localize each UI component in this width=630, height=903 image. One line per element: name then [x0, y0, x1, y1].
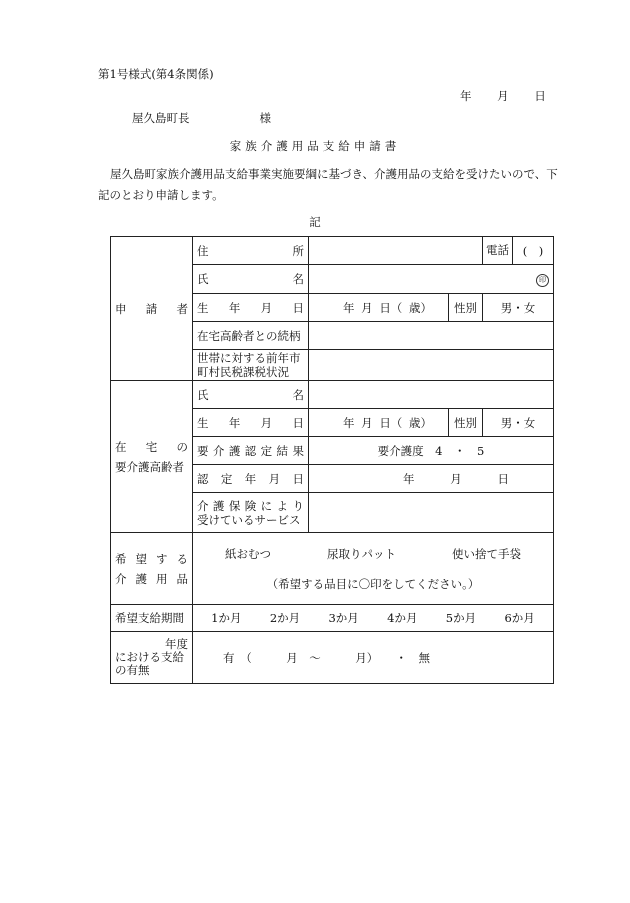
month-option-6[interactable]: 6か月 — [504, 611, 535, 625]
date-day: 日 — [534, 89, 546, 103]
form-number: 第1号様式(第4条関係) — [98, 67, 214, 81]
elder-birth-label: 生 年 月 日 — [193, 409, 309, 437]
period-field — [193, 605, 554, 632]
month-option-1[interactable]: 1か月 — [211, 611, 242, 625]
application-table — [110, 236, 554, 684]
elder-sex-label: 性別 — [449, 409, 483, 437]
elder-name-label: 氏 名 — [193, 381, 309, 409]
row-elder-name — [111, 381, 554, 409]
option-diapers[interactable]: 紙おむつ — [225, 546, 271, 561]
row-supplies — [111, 533, 554, 605]
address-field[interactable] — [309, 237, 483, 265]
tax-status-field[interactable] — [309, 350, 554, 381]
prior-field[interactable]: 有 （ 月 ～ 月） ・ 無 — [193, 632, 554, 684]
applicant-name-field[interactable] — [309, 265, 554, 294]
addressee-name: 屋久島町長 — [132, 111, 190, 125]
month-option-4[interactable]: 4か月 — [387, 611, 418, 625]
row-address — [111, 237, 554, 265]
month-option-3[interactable]: 3か月 — [328, 611, 359, 625]
intro-paragraph: 屋久島町家族介護用品支給事業実施要綱に基づき、介護用品の支給を受けたいので、下記のとおり申請します。 — [98, 167, 558, 202]
applicant-name-label: 氏 名 — [193, 265, 309, 294]
supplies-field — [193, 533, 554, 605]
phone-value: ( ) — [522, 243, 544, 258]
date-line — [460, 88, 568, 104]
service-field[interactable] — [309, 493, 554, 533]
month-option-5[interactable]: 5か月 — [445, 611, 477, 625]
elder-sex-field[interactable]: 男・女 — [483, 409, 554, 437]
relation-field[interactable] — [309, 322, 554, 350]
supplies-note: （希望する品目に〇印をしてください。） — [266, 576, 480, 591]
addressee — [132, 110, 271, 126]
cert-date-field[interactable]: 年 月 日 — [309, 465, 554, 493]
phone-cell[interactable] — [483, 237, 554, 265]
service-label: 介 護 保 険 に よ り 受けているサービス — [193, 493, 309, 533]
applicant-sex-label: 性別 — [449, 294, 483, 322]
applicant-birth-label: 生 年 月 日 — [193, 294, 309, 322]
ki-marker: 記 — [309, 215, 321, 229]
care-level-label: 要 介 護 認 定 結 果 — [193, 437, 309, 465]
option-urine-pads[interactable]: 尿取りパット — [327, 546, 396, 561]
date-year: 年 — [460, 89, 472, 103]
supplies-label: 希 望 す る 介 護 用 品 — [111, 533, 193, 605]
tax-status-label: 世帯に対する前年市 町村民税課税状況 — [193, 350, 309, 381]
month-option-2[interactable]: 2か月 — [269, 611, 301, 625]
applicant-birth-field[interactable]: 年 月 日（ 歳） — [309, 294, 449, 322]
date-month: 月 — [497, 89, 509, 103]
prior-label: 年度 における支給 の有無 — [111, 632, 193, 684]
care-level-field[interactable]: 要介護度 4 ・ 5 — [309, 437, 554, 465]
period-label: 希望支給期間 — [111, 605, 193, 632]
document-title: 家族介護用品支給申請書 — [229, 139, 401, 153]
section-elder: 在 宅 の 要介護高齢者 — [111, 381, 193, 533]
row-period — [111, 605, 554, 632]
elder-name-field[interactable] — [309, 381, 554, 409]
option-gloves[interactable]: 使い捨て手袋 — [452, 546, 521, 561]
phone-label: 電話 — [483, 237, 513, 264]
relation-label: 在宅高齢者との続柄 — [193, 322, 309, 350]
applicant-sex-field[interactable]: 男・女 — [483, 294, 554, 322]
cert-date-label: 認 定 年 月 日 — [193, 465, 309, 493]
address-label: 住 所 — [193, 237, 309, 265]
elder-birth-field[interactable]: 年 月 日（ 歳） — [309, 409, 449, 437]
row-prior — [111, 632, 554, 684]
seal-mark: 印 — [536, 274, 549, 287]
section-applicant: 申 請 者 — [111, 237, 193, 381]
addressee-suffix: 様 — [259, 111, 271, 125]
